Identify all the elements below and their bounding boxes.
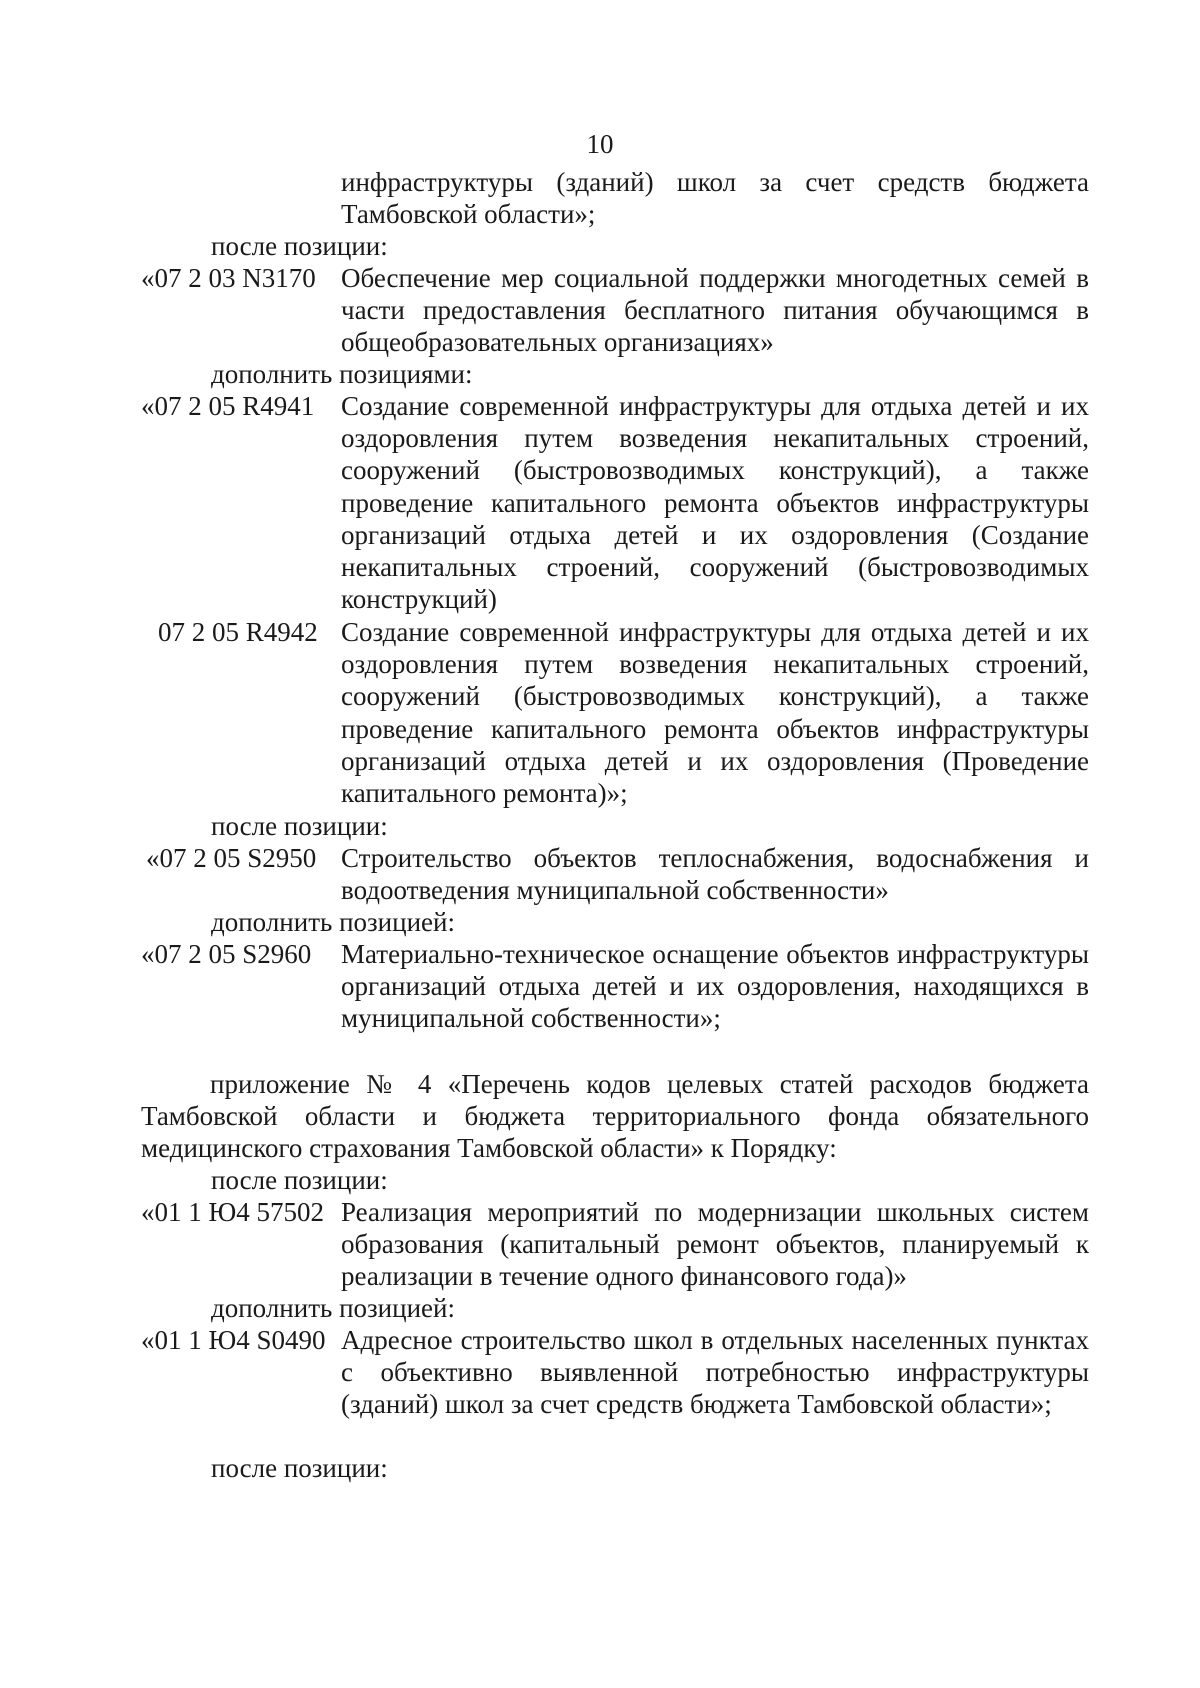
entry-code: «07 2 05 S2950 <box>146 843 317 873</box>
entry-code: «07 2 05 S2960 <box>141 939 312 969</box>
entry-description: Реализация мероприятий по модернизации школьных систем образования (капитальный ремонт объектов, планируемый к реализации в течение одного финансового года)» <box>341 1197 1089 1292</box>
entry-description: Обеспечение мер социальной поддержки многодетных семей в части предоставления бесплатного питания обучающимся в общеобразовательных организациях» <box>341 263 1089 358</box>
label-after-position: после позиции: <box>211 231 388 261</box>
entry-code: «01 1 Ю4 S0490 <box>141 1325 326 1355</box>
label-after-position: после позиции: <box>211 1165 388 1195</box>
label-after-position: после позиции: <box>211 811 388 841</box>
label-add-positions: дополнить позициями: <box>211 359 473 389</box>
entry-description: Создание современной инфраструктуры для отдыха детей и их оздоровления путем возведения некапитальных строений, сооружений (быстровозводимых конструкций), а также проведение капитального ремонта объектов инфраструктуры организаций отдыха детей и их оздоровления (Проведение капитального ремонта)»; <box>341 617 1089 809</box>
label-after-position: после позиции: <box>211 1453 388 1483</box>
page-number: 10 <box>586 129 614 159</box>
entry-description: Адресное строительство школ в отдельных населенных пунктах с объективно выявленной потребностью инфраструктуры (зданий) школ за счет средств бюджета Тамбовской области»; <box>341 1325 1089 1420</box>
entry-code: 07 2 05 R4942 <box>158 617 318 647</box>
label-add-position: дополнить позицией: <box>211 907 455 937</box>
entry-code: «07 2 05 R4941 <box>141 391 315 421</box>
entry-description: Материально-техническое оснащение объектов инфраструктуры организаций отдыха детей и их оздоровления, находящихся в муниципальной собственности»; <box>341 939 1089 1034</box>
top-continuation-text: инфраструктуры (зданий) школ за счет средств бюджета Тамбовской области»; <box>341 167 1089 230</box>
appendix-paragraph: приложение № 4 «Перечень кодов целевых статей расходов бюджета Тамбовской области и бюджета территориального фонда обязательного медицинского страхования Тамбовской области» к Порядку: <box>141 1069 1089 1164</box>
entry-description: Создание современной инфраструктуры для отдыха детей и их оздоровления путем возведения некапитальных строений, сооружений (быстровозводимых конструкций), а также проведение капитального ремонта объектов инфраструктуры организаций отдыха детей и их оздоровления (Создание некапитальных строений, сооружений (быстровозводимых конструкций) <box>341 391 1089 615</box>
entry-code: «01 1 Ю4 57502 <box>141 1197 325 1227</box>
entry-description: Строительство объектов теплоснабжения, водоснабжения и водоотведения муниципальной собственности» <box>341 843 1089 906</box>
label-add-position: дополнить позицией: <box>211 1293 455 1323</box>
entry-code: «07 2 03 N3170 <box>141 263 316 293</box>
